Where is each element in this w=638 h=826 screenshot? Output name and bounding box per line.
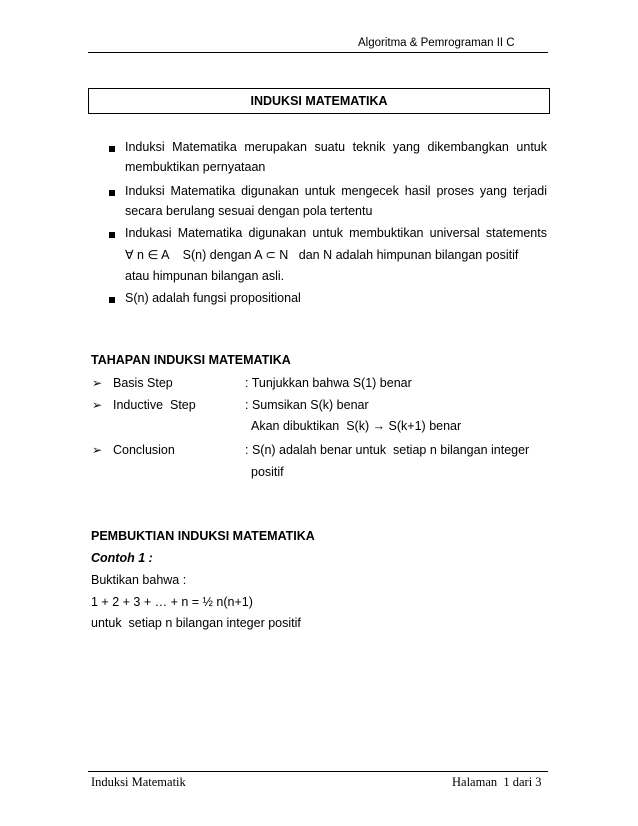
bullet-3-line-3: atau himpunan bilangan asli.	[125, 269, 285, 283]
example-label: Contoh 1 :	[91, 551, 153, 565]
stages-heading: TAHAPAN INDUKSI MATEMATIKA	[91, 353, 291, 367]
stage-label-inductive: Inductive Step	[113, 398, 196, 412]
arrowhead-bullet-icon: ➢	[92, 376, 103, 390]
header-rule	[88, 52, 548, 53]
stage-desc-inductive-1: : Sumsikan S(k) benar	[245, 398, 369, 412]
arrowhead-bullet-icon: ➢	[92, 398, 103, 412]
square-bullet-icon	[109, 146, 115, 152]
running-header: Algoritma & Pemrograman II C	[358, 37, 515, 49]
document-title: INDUKSI MATEMATIKA	[250, 94, 388, 108]
document-title-box	[88, 88, 550, 114]
bullet-3-line-2: ∀ n ∈ A S(n) dengan A ⊂ N dan N adalah himpunan bilangan positif	[125, 248, 519, 262]
footer-rule	[88, 771, 548, 772]
arrowhead-bullet-icon: ➢	[92, 443, 103, 457]
bullet-1-line-1: Induksi Matematika merupakan suatu teknik yang dikembangkan untuk	[125, 140, 547, 154]
square-bullet-icon	[109, 232, 115, 238]
proof-heading: PEMBUKTIAN INDUKSI MATEMATIKA	[91, 529, 315, 543]
stage-desc-inductive-2: Akan dibuktikan S(k) → S(k+1) benar	[251, 419, 462, 433]
bullet-2-line-2: secara berulang sesuai dengan pola tertentu	[125, 204, 373, 218]
proof-line-1: Buktikan bahwa :	[91, 573, 187, 587]
footer-left: Induksi Matematik	[91, 775, 186, 789]
bullet-1-line-2: membuktikan pernyataan	[125, 160, 266, 174]
bullet-2-line-1: Induksi Matematika digunakan untuk mengecek hasil proses yang terjadi	[125, 184, 547, 198]
stage-desc-conclusion-1: : S(n) adalah benar untuk setiap n bilangan integer	[245, 443, 530, 457]
square-bullet-icon	[109, 190, 115, 196]
stage-label-basis: Basis Step	[113, 376, 173, 390]
footer-page-number: Halaman 1 dari 3	[452, 775, 542, 789]
stage-desc-basis: : Tunjukkan bahwa S(1) benar	[245, 376, 412, 390]
bullet-3-line-1: Indukasi Matematika digunakan untuk membuktikan universal statements	[125, 226, 547, 240]
bullet-4-line-1: S(n) adalah fungsi propositional	[125, 291, 301, 305]
stage-desc-conclusion-2: positif	[251, 465, 284, 479]
proof-line-3: untuk setiap n bilangan integer positif	[91, 616, 301, 630]
proof-formula: 1 + 2 + 3 + … + n = ½ n(n+1)	[91, 595, 253, 609]
stage-label-conclusion: Conclusion	[113, 443, 175, 457]
square-bullet-icon	[109, 297, 115, 303]
